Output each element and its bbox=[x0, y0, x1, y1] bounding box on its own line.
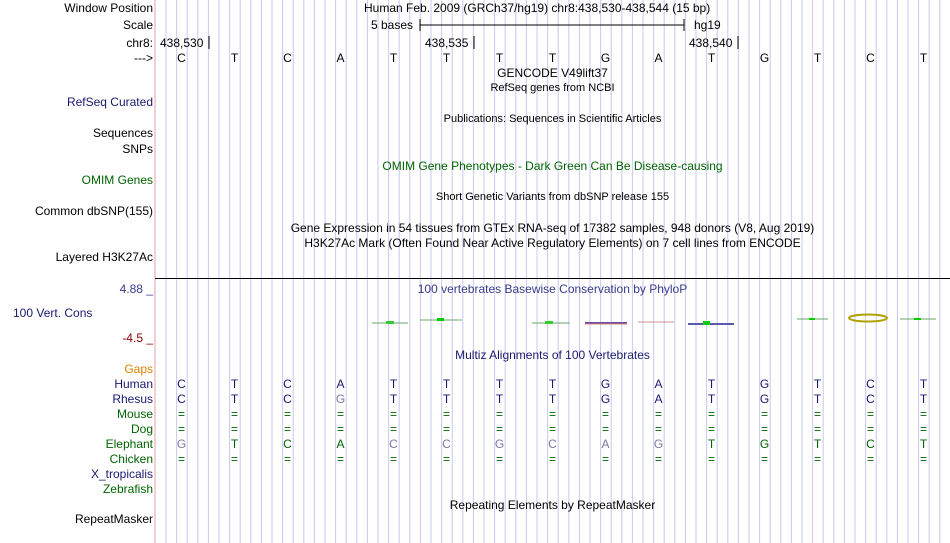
window-position-text: Human Feb. 2009 (GRCh37/hg19) chr8:438,530-438,544 (15 bp) bbox=[364, 1, 711, 15]
alignment-base: T bbox=[707, 377, 716, 391]
alignment-base: G bbox=[335, 392, 346, 406]
coord-ticks bbox=[0, 36, 950, 50]
phylop-min: -4.5 _ bbox=[122, 331, 153, 345]
alignment-base: C bbox=[283, 437, 292, 451]
h3k27-label[interactable]: Layered H3K27Ac bbox=[55, 250, 153, 264]
alignment-base: A bbox=[336, 377, 345, 391]
alignment-base: = bbox=[548, 407, 556, 421]
alignment-base: = bbox=[230, 422, 238, 436]
phylop-label[interactable]: 100 Vert. Cons bbox=[13, 306, 93, 320]
alignment-base: = bbox=[389, 422, 397, 436]
gencode-title[interactable]: GENCODE V49lift37 bbox=[497, 66, 608, 80]
alignment-base: C bbox=[389, 437, 398, 451]
window-position-label: Window Position bbox=[64, 1, 153, 15]
scale-label: Scale bbox=[122, 18, 153, 32]
species-label[interactable]: Human bbox=[114, 377, 153, 391]
alignment-base: C bbox=[177, 377, 186, 391]
alignment-base: = bbox=[336, 422, 344, 436]
alignment-base: = bbox=[760, 407, 768, 421]
alignment-base: = bbox=[760, 452, 768, 466]
alignment-base: = bbox=[654, 407, 662, 421]
alignment-base: = bbox=[919, 422, 927, 436]
alignment-base: = bbox=[230, 407, 238, 421]
alignment-base: = bbox=[813, 407, 821, 421]
omim-title[interactable]: OMIM Gene Phenotypes - Dark Green Can Be Disease-causing bbox=[382, 159, 723, 173]
alignment-base: C bbox=[283, 392, 292, 406]
alignment-base: C bbox=[442, 437, 451, 451]
alignment-base: = bbox=[336, 452, 344, 466]
alignment-base: = bbox=[177, 407, 185, 421]
alignment-base: G bbox=[653, 437, 664, 451]
alignment-base: = bbox=[283, 452, 291, 466]
scale-text: 5 bases bbox=[371, 18, 414, 32]
alignment-base: T bbox=[919, 437, 928, 451]
base-letter: T bbox=[707, 51, 716, 65]
h3k27-title[interactable]: H3K27Ac Mark (Often Found Near Active Regulatory Elements) on 7 cell lines from ENCODE bbox=[304, 236, 801, 250]
scale-bar bbox=[418, 18, 688, 32]
phylop-max: 4.88 _ bbox=[119, 282, 153, 296]
track-divider bbox=[155, 278, 950, 279]
alignment-base: = bbox=[548, 452, 556, 466]
base-letter: T bbox=[919, 51, 928, 65]
alignment-base: = bbox=[495, 407, 503, 421]
alignment-base: = bbox=[336, 407, 344, 421]
dbsnp-label[interactable]: Common dbSNP(155) bbox=[34, 204, 153, 218]
sequences-label[interactable]: Sequences bbox=[92, 126, 153, 140]
alignment-base: C bbox=[283, 377, 292, 391]
base-letter: G bbox=[600, 51, 611, 65]
alignment-base: T bbox=[548, 377, 557, 391]
alignment-base: T bbox=[389, 392, 398, 406]
gtex-title[interactable]: Gene Expression in 54 tissues from GTEx RNA-seq of 17382 samples, 948 donors (V8, Aug 2019) bbox=[290, 221, 815, 235]
phylop-wiggle bbox=[0, 300, 950, 340]
alignment-base: T bbox=[919, 377, 928, 391]
alignment-base: = bbox=[442, 452, 450, 466]
alignment-base: = bbox=[442, 422, 450, 436]
alignment-base: A bbox=[336, 437, 345, 451]
base-letter: T bbox=[495, 51, 504, 65]
alignment-base: G bbox=[600, 392, 611, 406]
alignment-base: T bbox=[230, 437, 239, 451]
alignment-base: = bbox=[919, 452, 927, 466]
species-label[interactable]: Chicken bbox=[109, 452, 153, 466]
alignment-base: = bbox=[548, 422, 556, 436]
alignment-base: C bbox=[866, 437, 875, 451]
base-letter: A bbox=[654, 51, 663, 65]
alignment-base: = bbox=[813, 422, 821, 436]
coord-438535: 438,535 bbox=[425, 36, 469, 50]
coord-438530: 438,530 bbox=[160, 36, 204, 50]
alignment-base: = bbox=[601, 422, 609, 436]
alignment-base: G bbox=[176, 437, 187, 451]
base-letter: T bbox=[548, 51, 557, 65]
multiz-title[interactable]: Multiz Alignments of 100 Vertebrates bbox=[455, 348, 650, 362]
alignment-base: T bbox=[813, 392, 822, 406]
publications-title[interactable]: Publications: Sequences in Scientific Articles bbox=[443, 113, 662, 125]
alignment-base: G bbox=[600, 377, 611, 391]
alignment-base: T bbox=[442, 392, 451, 406]
alignment-base: T bbox=[707, 437, 716, 451]
alignment-base: = bbox=[813, 452, 821, 466]
refseq-title[interactable]: RefSeq genes from NCBI bbox=[490, 82, 615, 94]
alignment-base: = bbox=[866, 407, 874, 421]
species-label[interactable]: Mouse bbox=[116, 407, 153, 421]
alignment-base: T bbox=[442, 377, 451, 391]
alignment-base: T bbox=[230, 392, 239, 406]
alignment-base: T bbox=[389, 377, 398, 391]
strand-label: ---> bbox=[134, 51, 153, 65]
base-letter: G bbox=[759, 51, 770, 65]
alignment-base: A bbox=[654, 392, 663, 406]
alignment-base: = bbox=[495, 452, 503, 466]
alignment-base: = bbox=[389, 452, 397, 466]
alignment-base: = bbox=[389, 407, 397, 421]
coord-438540: 438,540 bbox=[689, 36, 733, 50]
species-label[interactable]: X_tropicalis bbox=[90, 467, 153, 481]
base-letter: T bbox=[230, 51, 239, 65]
repeatmasker-title[interactable]: Repeating Elements by RepeatMasker bbox=[449, 498, 656, 512]
alignment-base: C bbox=[548, 437, 557, 451]
alignment-base: = bbox=[177, 452, 185, 466]
species-label[interactable]: Elephant bbox=[105, 437, 153, 451]
alignment-base: = bbox=[601, 407, 609, 421]
alignment-base: = bbox=[707, 452, 715, 466]
gaps-label[interactable]: Gaps bbox=[124, 362, 153, 376]
base-letter: A bbox=[336, 51, 345, 65]
alignment-base: = bbox=[707, 407, 715, 421]
alignment-base: = bbox=[760, 422, 768, 436]
alignment-base: T bbox=[230, 377, 239, 391]
alignment-base: G bbox=[494, 437, 505, 451]
base-letter: C bbox=[866, 51, 875, 65]
alignment-base: A bbox=[654, 377, 663, 391]
alignment-base: T bbox=[548, 392, 557, 406]
alignment-base: C bbox=[866, 392, 875, 406]
alignment-base: = bbox=[177, 422, 185, 436]
species-label[interactable]: Dog bbox=[130, 422, 153, 436]
repeatmasker-label[interactable]: RepeatMasker bbox=[74, 512, 153, 526]
alignment-base: = bbox=[654, 452, 662, 466]
alignment-base: G bbox=[759, 437, 770, 451]
species-label[interactable]: Rhesus bbox=[112, 392, 153, 406]
base-letter: C bbox=[283, 51, 292, 65]
alignment-base: = bbox=[230, 452, 238, 466]
alignment-base: = bbox=[654, 422, 662, 436]
dbsnp-title[interactable]: Short Genetic Variants from dbSNP release 155 bbox=[435, 191, 670, 203]
alignment-base: T bbox=[495, 392, 504, 406]
alignment-base: A bbox=[601, 437, 610, 451]
alignment-base: = bbox=[283, 407, 291, 421]
alignment-base: = bbox=[866, 422, 874, 436]
chr-label: chr8: bbox=[126, 36, 153, 50]
alignment-base: T bbox=[919, 392, 928, 406]
alignment-base: = bbox=[442, 407, 450, 421]
alignment-base: G bbox=[759, 392, 770, 406]
alignment-base: T bbox=[707, 392, 716, 406]
alignment-base: T bbox=[495, 377, 504, 391]
base-letter: T bbox=[389, 51, 398, 65]
alignment-base: C bbox=[177, 392, 186, 406]
alignment-base: = bbox=[866, 452, 874, 466]
alignment-base: = bbox=[495, 422, 503, 436]
alignment-base: G bbox=[759, 377, 770, 391]
alignment-base: T bbox=[813, 377, 822, 391]
alignment-base: = bbox=[283, 422, 291, 436]
base-letter: T bbox=[442, 51, 451, 65]
omim-label[interactable]: OMIM Genes bbox=[81, 173, 153, 187]
scale-db: hg19 bbox=[694, 18, 721, 32]
species-label[interactable]: Zebrafish bbox=[102, 482, 153, 496]
phylop-title[interactable]: 100 vertebrates Basewise Conservation by PhyloP bbox=[417, 282, 688, 296]
base-letter: C bbox=[177, 51, 186, 65]
alignment-base: = bbox=[707, 422, 715, 436]
refseq-label[interactable]: RefSeq Curated bbox=[66, 95, 153, 109]
snps-label[interactable]: SNPs bbox=[122, 142, 153, 156]
alignment-base: = bbox=[919, 407, 927, 421]
base-letter: T bbox=[813, 51, 822, 65]
alignment-base: C bbox=[866, 377, 875, 391]
alignment-base: T bbox=[813, 437, 822, 451]
alignment-base: = bbox=[601, 452, 609, 466]
